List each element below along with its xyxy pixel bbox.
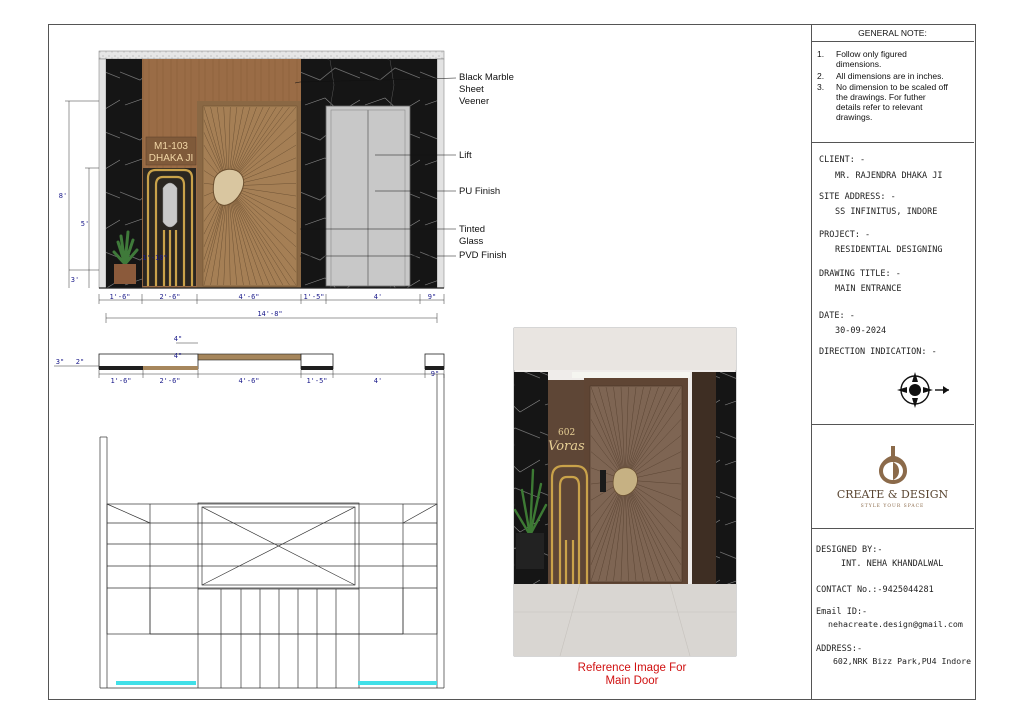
elev-inner-dim: 1'-10" bbox=[142, 254, 168, 262]
site-address-label: SITE ADDRESS: - bbox=[819, 192, 896, 202]
reference-caption bbox=[514, 662, 750, 688]
project-label: PROJECT: - bbox=[819, 230, 871, 240]
company-logo bbox=[811, 424, 974, 528]
callout-sheet: Sheet bbox=[459, 84, 484, 95]
address-value: 602,NRK Bizz Park,PU4 Indore bbox=[833, 656, 972, 666]
plan-dim-3: 4'-6" bbox=[238, 377, 260, 385]
contact-line bbox=[816, 585, 934, 595]
plan-marble-strip-2 bbox=[301, 366, 333, 370]
logo-mark-icon bbox=[873, 442, 913, 486]
date-label: DATE: - bbox=[819, 311, 855, 321]
elev-height-5ft: 5' bbox=[80, 220, 90, 228]
elev-total-width: 14'-8" bbox=[257, 310, 283, 318]
plan-dim-5: 4' bbox=[373, 377, 383, 385]
elev-dim-6: 9" bbox=[427, 293, 437, 301]
callout-lift: Lift bbox=[459, 150, 472, 161]
callout-pvd-finish: PVD Finish bbox=[459, 250, 507, 261]
elev-dim-5: 4' bbox=[373, 293, 383, 301]
elev-dim-2: 2'-6" bbox=[159, 293, 181, 301]
reference-photo bbox=[514, 328, 736, 656]
plan-dim-1: 1'-6" bbox=[110, 377, 132, 385]
elev-height-8ft: 8' bbox=[58, 192, 68, 200]
callout-tinted: Tinted bbox=[459, 224, 486, 235]
site-address-value: SS INFINITUS, INDORE bbox=[835, 207, 938, 217]
ceiling-band bbox=[99, 51, 444, 59]
direction-indication-label: DIRECTION INDICATION: - bbox=[819, 347, 937, 357]
callout-black-marble: Black Marble bbox=[459, 72, 514, 83]
plan-wood-strip bbox=[143, 366, 198, 370]
elev-height-3ft: 3' bbox=[70, 276, 80, 284]
title-block: GENERAL NOTE: 1. Follow only figured dimensions. 2. All dimensions are in inches. 3. No dimension to be scaled off the drawings. For futher details refer to relevant drawings. CLIENT: - MR. RAJENDRA DHAKA JI SITE ADDRESS: - SS INFINITUS, INDORE PROJECT: - RESIDENTIAL DESIGNING DRAWING TITLE: - MAIN ENTRANCE DATE: - 30-09-2024 DIRECTION INDICATION: - CREATE & DESIGN STYLE YOUR SPACE DESIGNED BY:- INT. NEHA KHANDALWAL CONTACT No.:-9425044281 Email ID:- nehacreate.design@gmail.com ADDRESS:- 602,NRK Bizz Park,PU4 Indore bbox=[811, 24, 974, 698]
reference-caption-line-1: Reference Image For bbox=[577, 662, 687, 674]
client-value: MR. RAJENDRA DHAKA JI bbox=[835, 171, 943, 181]
plan-depth-4: 2" bbox=[75, 358, 85, 366]
address-label: ADDRESS:- bbox=[816, 644, 863, 654]
drawing-title-value: MAIN ENTRANCE bbox=[835, 284, 902, 294]
photo-nameplate-line-2: Voras bbox=[548, 439, 585, 454]
plan-dim-6: 9" bbox=[430, 370, 440, 378]
callout-veener: Veener bbox=[459, 96, 490, 107]
date-value: 30-09-2024 bbox=[835, 326, 887, 336]
elev-dim-3: 4'-6" bbox=[238, 293, 260, 301]
client-label: CLIENT: - bbox=[819, 155, 866, 165]
right-side-wall bbox=[437, 59, 444, 288]
drawing-title-label: DRAWING TITLE: - bbox=[819, 269, 901, 279]
front-elevation bbox=[99, 51, 456, 288]
elev-dim-1: 1'-6" bbox=[109, 293, 131, 301]
logo-tagline: STYLE YOUR SPACE bbox=[860, 504, 925, 509]
north-compass-icon bbox=[891, 360, 951, 420]
email-value: nehacreate.design@gmail.com bbox=[828, 619, 963, 629]
left-side-wall bbox=[99, 59, 106, 288]
designed-by-label: DESIGNED BY:- bbox=[816, 545, 883, 555]
project-value: RESIDENTIAL DESIGNING bbox=[835, 245, 943, 255]
cove-light-right bbox=[358, 681, 437, 685]
nameplate-line-1: M1-103 bbox=[154, 141, 188, 152]
pvd-grill-panel bbox=[143, 168, 196, 286]
callout-pu-finish: PU Finish bbox=[459, 186, 501, 197]
general-note-header: GENERAL NOTE: bbox=[858, 28, 927, 38]
nameplate-line-2: DHAKA JI bbox=[148, 153, 194, 164]
plan-door-slab bbox=[198, 354, 301, 360]
plan-section bbox=[54, 335, 444, 385]
plan-depth-2: 4" bbox=[173, 352, 183, 360]
cove-light-left bbox=[116, 681, 196, 685]
plan-dim-2: 2'-6" bbox=[159, 377, 181, 385]
elev-dim-4: 1'-5" bbox=[303, 293, 325, 301]
contact-value: 9425044281 bbox=[882, 585, 934, 595]
photo-nameplate-line-1: 602 bbox=[558, 428, 576, 438]
email-label: Email ID:- bbox=[816, 607, 868, 617]
logo-company-name: CREATE & DESIGN bbox=[836, 488, 949, 501]
reference-caption-line-2: Main Door bbox=[605, 675, 659, 687]
callout-glass: Glass bbox=[459, 236, 484, 247]
contact-label: CONTACT No.:- bbox=[816, 585, 883, 595]
lobby-floor-plan bbox=[100, 374, 444, 688]
plan-depth-1: 4" bbox=[173, 335, 183, 343]
plan-dim-4: 1'-5" bbox=[306, 377, 328, 385]
designed-by-value: INT. NEHA KHANDALWAL bbox=[841, 559, 944, 569]
plan-depth-3: 3" bbox=[55, 358, 65, 366]
